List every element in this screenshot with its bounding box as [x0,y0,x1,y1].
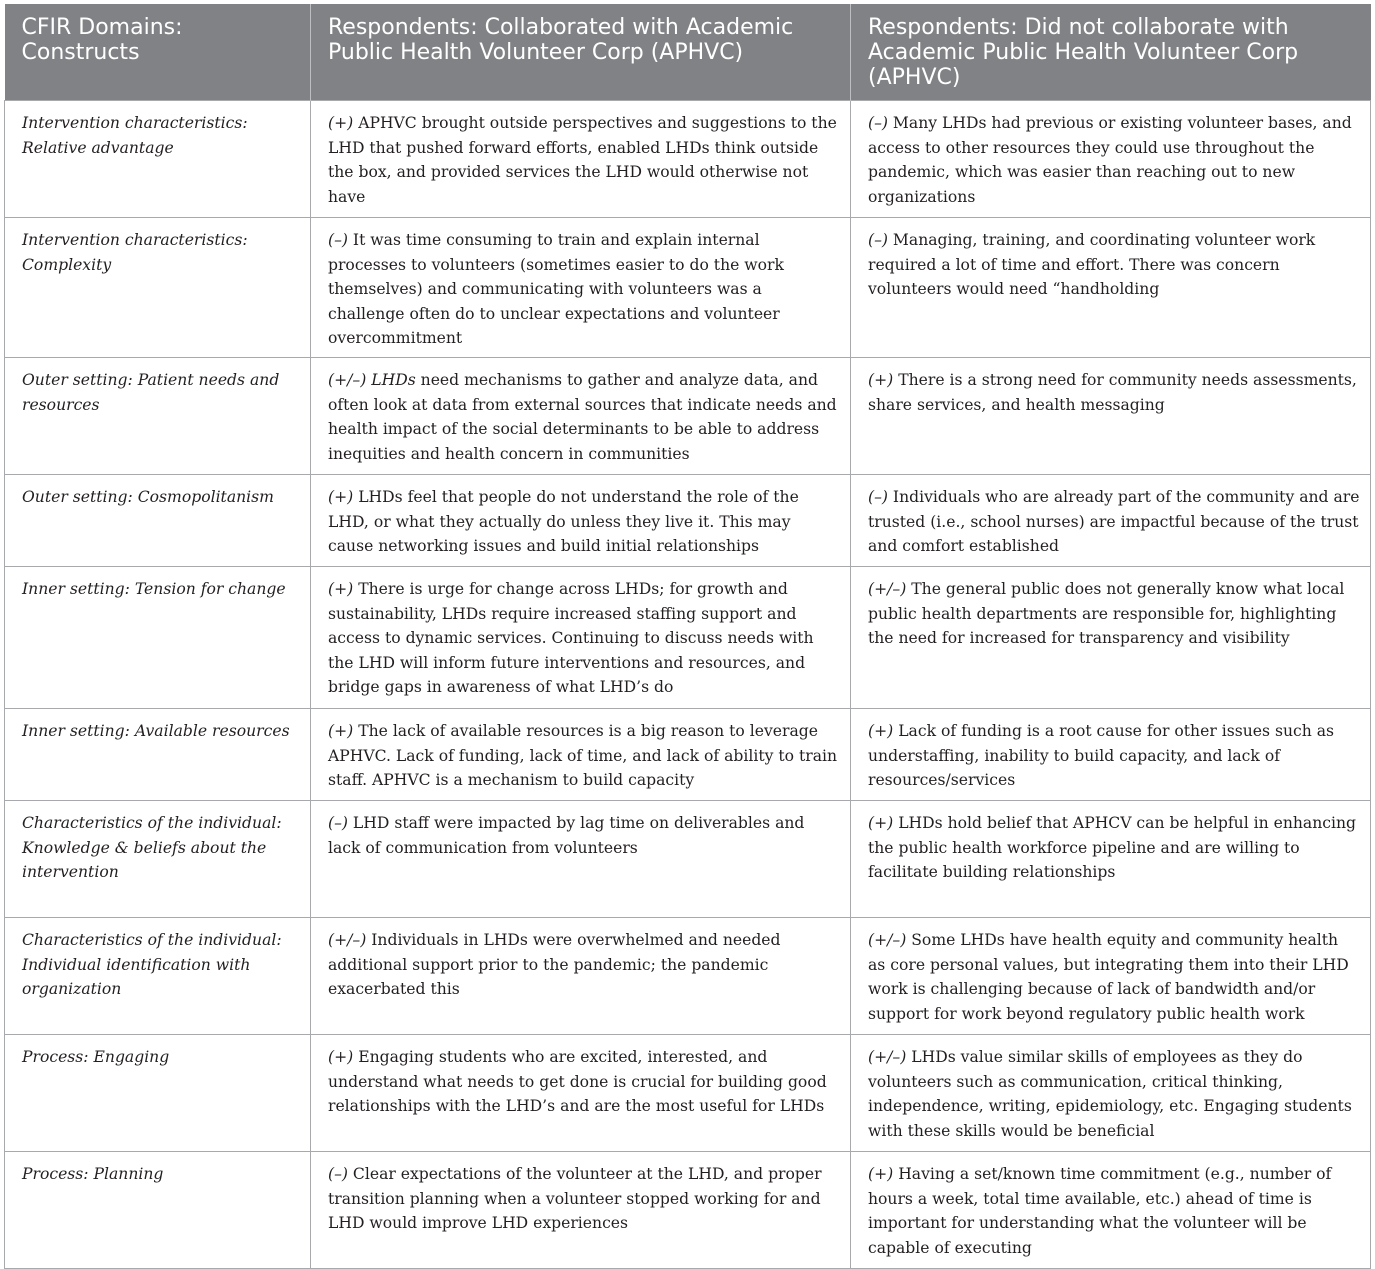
cell-text: APHVC brought outside perspectives and suggestions to the LHD that pushed forward efforts, enabled LHDs think outside the box, and provided services the LHD would otherwise not have [328,114,837,206]
cell-text: There is a strong need for community needs assessments, share services, and health messaging [868,370,1357,414]
collaborated-cell [311,101,851,218]
construct-cell: Process: Planning [5,1151,311,1268]
table-row [5,566,1371,708]
construct-cell: Outer setting: Patient needs and resources [5,357,311,474]
sign-label: (+) [868,1164,894,1183]
sign-label: (–) [328,231,348,249]
cell-text: Clear expectations of the volunteer at the LHD, and proper transition planning when a volunteer stopped working for and LHD would improve LHD experiences [328,1164,822,1233]
table-header [5,4,1371,101]
cell-text: There is urge for change across LHDs; for growth and sustainability, LHDs require increased staffing support and access to dynamic services. Continuing to discuss needs with the LHD will inform future interventions and resources, and bridge gaps in awareness of what LHD’s do [328,579,814,697]
table-row [5,1034,1371,1151]
header-not-collaborated: Respondents: Did not collaborate with Academic Public Health Volunteer Corp (APHVC) [851,4,1371,101]
sign-label: (–) [328,813,348,832]
not-collaborated-cell [851,800,1371,917]
sign-label: (+/–) [868,579,907,598]
not-collaborated-cell [851,566,1371,708]
cfir-table [4,4,1371,1269]
collaborated-cell [311,1034,851,1151]
sign-label: (+/–) [328,930,367,949]
sign-label: (+) [328,579,354,598]
collaborated-cell [311,708,851,800]
cell-text: Many LHDs had previous or existing volunteer bases, and access to other resources they could use throughout the pandemic, which was easier than reaching out to new organizations [868,114,1352,206]
not-collaborated-cell [851,917,1371,1034]
header-row [5,4,1371,101]
sign-label: (+) [328,721,354,740]
header-cfir-domains: CFIR Domains: Constructs [5,4,311,101]
cell-text: Lack of funding is a root cause for other issues such as understaffing, inability to build capacity, and lack of resources/services [868,721,1335,790]
sign-label: (–) [328,1164,348,1183]
construct-cell: Intervention characteristics: Complexity [5,218,311,358]
not-collaborated-cell [851,357,1371,474]
not-collaborated-cell [851,101,1371,218]
construct-cell: Characteristics of the individual: Knowledge & beliefs about the intervention [5,800,311,917]
cell-text: LHDs feel that people do not understand the role of the LHD, or what they actually do unless they live it. This may cause networking issues and build initial relationships [328,487,799,556]
collaborated-cell [311,357,851,474]
sign-label: (+) [328,487,354,506]
cell-text: Managing, training, and coordinating volunteer work required a lot of time and effort. There was concern volunteers would need “handholding [868,231,1316,299]
cell-text: The lack of available resources is a big reason to leverage APHVC. Lack of funding, lack of time, and lack of ability to train staff. APHVC is a mechanism to build capacity [328,721,838,790]
construct-cell: Process: Engaging [5,1034,311,1151]
table-body [5,101,1371,1269]
sign-label: (–) [868,231,888,249]
table-row [5,1151,1371,1268]
not-collaborated-cell [851,1034,1371,1151]
table-row [5,917,1371,1034]
cell-text: The general public does not generally know what local public health departments are responsible for, highlighting the need for increased for transparency and visibility [868,579,1345,648]
construct-cell: Inner setting: Available resources [5,708,311,800]
header-collaborated: Respondents: Collaborated with Academic Public Health Volunteer Corp (APHVC) [311,4,851,101]
sign-label: (+) [868,721,894,740]
collaborated-cell [311,218,851,358]
sign-label: (+) [868,813,894,832]
sign-label: (–) [868,114,888,132]
collaborated-cell [311,474,851,566]
collaborated-cell [311,917,851,1034]
construct-cell: Inner setting: Tension for change [5,566,311,708]
sign-label: (+) [868,370,894,389]
cell-text: LHDs hold belief that APHCV can be helpful in enhancing the public health workforce pipeline and are willing to facilitate building relationships [868,813,1357,882]
cell-text: Having a set/known time commitment (e.g., number of hours a week, total time available, etc.) ahead of time is important for understanding what the volunteer will be capable of executing [868,1164,1332,1257]
not-collaborated-cell [851,474,1371,566]
not-collaborated-cell [851,708,1371,800]
cell-text: LHDs value similar skills of employees as they do volunteers such as communication, critical thinking, independence, writing, epidemiology, etc. Engaging students with these skills would be beneficial [868,1047,1352,1140]
cell-text: Individuals who are already part of the community and are trusted (i.e., school nurses) are impactful because of the trust and comfort established [868,487,1360,556]
construct-cell: Intervention characteristics: Relative advantage [5,101,311,218]
construct-cell: Outer setting: Cosmopolitanism [5,474,311,566]
sign-label: (+/–) [868,930,907,949]
sign-label: (+) [328,114,354,132]
table-row [5,708,1371,800]
not-collaborated-cell [851,218,1371,358]
collaborated-cell [311,566,851,708]
construct-cell: Characteristics of the individual: Individual identification with organization [5,917,311,1034]
table-row [5,218,1371,358]
table-row [5,474,1371,566]
collaborated-cell [311,800,851,917]
table-row [5,101,1371,218]
table-row [5,357,1371,474]
cell-text: LHD staff were impacted by lag time on deliverables and lack of communication from volunteers [328,813,805,857]
cell-text: It was time consuming to train and explain internal processes to volunteers (sometimes easier to do the work themselves) and communicating with volunteers was a challenge often do to unclear expectations and volunteer overcommitment [328,231,784,348]
cell-text: Individuals in LHDs were overwhelmed and needed additional support prior to the pandemic; the pandemic exacerbated this [328,930,781,999]
table-row [5,800,1371,917]
sign-label: (+) [328,1047,354,1066]
not-collaborated-cell [851,1151,1371,1268]
sign-label: (–) [868,487,888,506]
collaborated-cell [311,1151,851,1268]
cell-text: need mechanisms to gather and analyze data, and often look at data from external sources that indicate needs and health impact of the social determinants to be able to address inequities and health concern in communities [328,370,837,463]
sign-label: (+/–) [868,1047,907,1066]
cell-text: Engaging students who are excited, interested, and understand what needs to get done is crucial for building good relationships with the LHD’s and are the most useful for LHDs [328,1047,827,1116]
sign-label: (+/–) LHDs [328,370,416,389]
cell-text: Some LHDs have health equity and community health as core personal values, but integrating them into their LHD work is challenging because of lack of bandwidth and/or support for work beyond regulatory public health work [868,930,1349,1023]
